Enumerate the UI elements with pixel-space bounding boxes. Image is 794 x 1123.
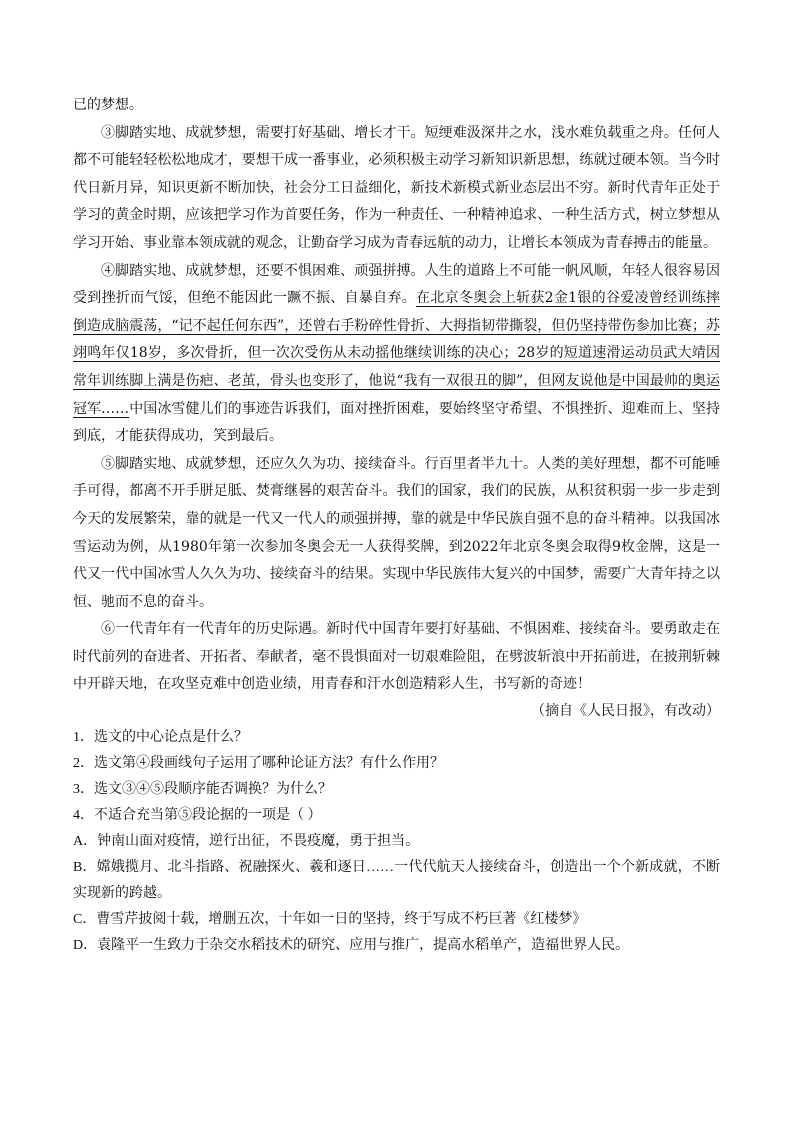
document-page [73,92,720,959]
source-citation: （摘自《人民日报》，有改动） [531,704,720,720]
paragraph-4-end: 中国冰雪健儿们的事迹告诉我们，面对挫折困难，要始终坚守希望、不惧挫折、迎难而上、坚持到底，才能获得成功，笑到最后。 [73,400,721,445]
option-b: B．嫦娥揽月、北斗指路、祝融探火、羲和逐日……一代代航天人接续奋斗，创造出一个个新成就，不断实现新的跨越。 [73,860,720,902]
option-a: A．钟南山面对疫情，逆行出征，不畏疫魔，勇于担当。 [73,834,420,850]
underlined-sentences: 在北京冬奥会上斩获2金1银的谷爱凌曾经训练摔倒造成脑震荡，“记不起任何东西”，还曾右手粉碎性骨折、大拇指韧带撕裂，但仍坚持带伤参加比赛；苏翊鸣年仅18岁，多次骨折，但一次次受伤从未动摇他继续训练的决心；28岁的短道速滑运动员武大靖因常年训练脚上满是伤疤、老茧，骨头也变形了，他说“我有一双很丑的脚”，但网友说他是中国最帅的奥运冠军…… [73,290,720,417]
paragraph-4 [73,258,720,451]
paragraph-6: ⑥一代青年有一代青年的历史际遇。新时代中国青年要打好基础、不惧困难、接续奋斗。要勇敢走在时代前列的奋进者、开拓者、奉献者，毫不畏惧面对一切艰难险阻，在劈波斩浪中开拓前进，在披荆斩棘中开辟天地，在攻坚克难中创造业绩，用青春和汗水创造精彩人生，书写新的奇迹！ [73,621,720,693]
question-2: 2．选文第④段画线句子运用了哪种论证方法？有什么作用？ [73,756,444,772]
option-c: C．曹雪芹披阅十载，增删五次，十年如一日的坚持，终于写成不朽巨著《红楼梦》 [73,912,587,928]
question-4: 4．不适合充当第⑤段论据的一项是（ ） [73,808,322,824]
paragraph-intro-tail: 已的梦想。 [73,97,143,113]
article-passage [73,92,720,699]
paragraph-3: ③脚踏实地、成就梦想，需要打好基础、增长才干。短绠难汲深井之水，浅水难负载重之舟。任何人都不可能轻轻松松地成才，要想干成一番事业，必须积极主动学习新知识新思想，练就过硬本领。当今时代日新月异，知识更新不断加快，社会分工日益细化，新技术新模式新业态层出不穷。新时代青年正处于学习的黄金时期，应该把学习作为首要任务，作为一种责任、一种精神追求、一种生活方式，树立梦想从学习开始、事业靠本领成就的观念，让勤奋学习成为青春远航的动力，让增长本领成为青春搏击的能量。 [73,124,720,251]
question-list [73,725,720,959]
paragraph-4-start: ④脚踏实地、成就梦想，还要不惧困难、顽强拼搏。人生的道路上不可能一帆风顺，年轻人很容易因受到挫折而气馁，但绝不能因此一蹶不振、自暴自弃。 [73,262,720,307]
paragraph-5: ⑤脚踏实地、成就梦想，还应久久为功、接续奋斗。行百里者半九十。人类的美好理想，都不可能唾手可得，都离不开手胼足胝、焚膏继晷的艰苦奋斗。我们的国家，我们的民族，从积贫积弱一步一步走到今天的发展繁荣，靠的就是一代又一代人的顽强拼搏，靠的就是中华民族自强不息的奋斗精神。以我国冰雪运动为例，从1980年第一次参加冬奥会无一人获得奖牌，到2022年北京冬奥会取得9枚金牌，这是一代又一代中国冰雪人久久为功、接续奋斗的结果。实现中华民族伟大复兴的中国梦，需要广大青年持之以恒、驰而不息的奋斗。 [73,455,720,610]
question-3: 3．选文③④⑤段顺序能否调换？为什么？ [73,782,332,798]
question-1: 1．选文的中心论点是什么？ [73,730,248,746]
option-d: D．袁隆平一生致力于杂交水稻技术的研究、应用与推广，提高水稻单产，造福世界人民。 [73,938,630,954]
